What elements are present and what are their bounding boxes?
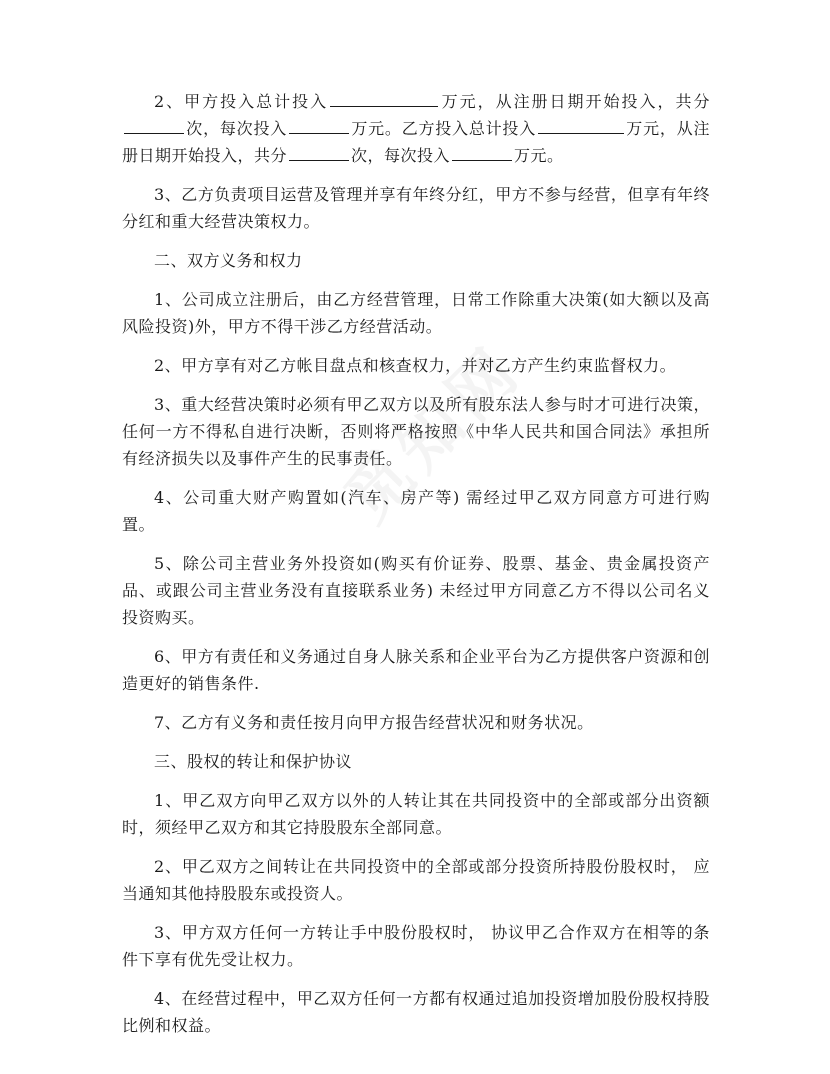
blank-field [330,88,438,107]
section-heading: 三、股权的转让和保护协议 [154,752,353,771]
clause-item: 4、在经营过程中，甲乙双方任何一方都有权通过追加投资增加股份股权持股比例和权益。 [122,989,710,1035]
section-heading: 二、双方义务和权力 [154,251,303,270]
blank-field [289,115,349,134]
clause-text: 次，每次投入 [186,119,288,138]
clause-item: 3、重大经营决策时必须有甲乙双方以及所有股东法人参与时才可进行决策，任何一方不得私自进行决断，否则将严格按照《中华人民共和国合同法》承担所有经济损失以及事件产生的民事责任。 [122,395,710,468]
clause-item: 2、甲方享有对乙方帐目盘点和核查权力，并对乙方产生约束监督权力。 [154,356,677,375]
clause-text: 次，每次投入 [351,146,451,165]
blank-field [452,142,512,161]
clause-item: 1、公司成立注册后，由乙方经营管理，日常工作除重大决策(如大额以及高风险投资)外，甲方不得干涉乙方经营活动。 [122,290,710,336]
clause-text: 2、甲方投入总计投入 [154,92,329,111]
clause-text: 万元。 [514,146,564,165]
blank-field [538,115,624,134]
clause-text: 万元，从注册日期开始投入，共分 [122,119,710,165]
clause-item: 1、甲乙双方向甲乙双方以外的人转让其在共同投资中的全部或部分出资额时，须经甲乙双方和其它持股股东全部同意。 [122,791,710,837]
clause-text: 万元。乙方投入总计投入 [351,119,537,138]
blank-field [124,115,184,134]
clause-item: 5、除公司主营业务外投资如(购买有价证券、股票、基金、贵金属投资产品、或跟公司主营业务没有直接联系业务) 未经过甲方同意乙方不得以公司名义投资购买。 [122,554,710,627]
clause-item: 3、甲方双方任何一方转让手中股份股权时， 协议甲乙合作双方在相等的条件下享有优先受让权力。 [122,923,710,969]
clause-item: 7、乙方有义务和责任按月向甲方报告经营状况和财务状况。 [154,713,594,732]
clause-item: 4、公司重大财产购置如(汽车、房产等) 需经过甲乙双方同意方可进行购置。 [122,488,710,534]
clause-item: 2、甲乙双方之间转让在共同投资中的全部或部分投资所持股份股权时， 应当通知其他持股股东或投资人。 [122,857,710,903]
blank-field [289,142,349,161]
clause-text: 万元，从注册日期开始投入，共分 [440,92,710,111]
clause-item: 6、甲方有责任和义务通过自身人脉关系和企业平台为乙方提供客户资源和创造更好的销售条件. [122,647,710,693]
clause-investment [122,88,710,169]
clause-operation: 3、乙方负责项目运营及管理并享有年终分红，甲方不参与经营，但享有年终分红和重大经营决策权力。 [122,185,710,231]
document-body [122,88,710,1051]
